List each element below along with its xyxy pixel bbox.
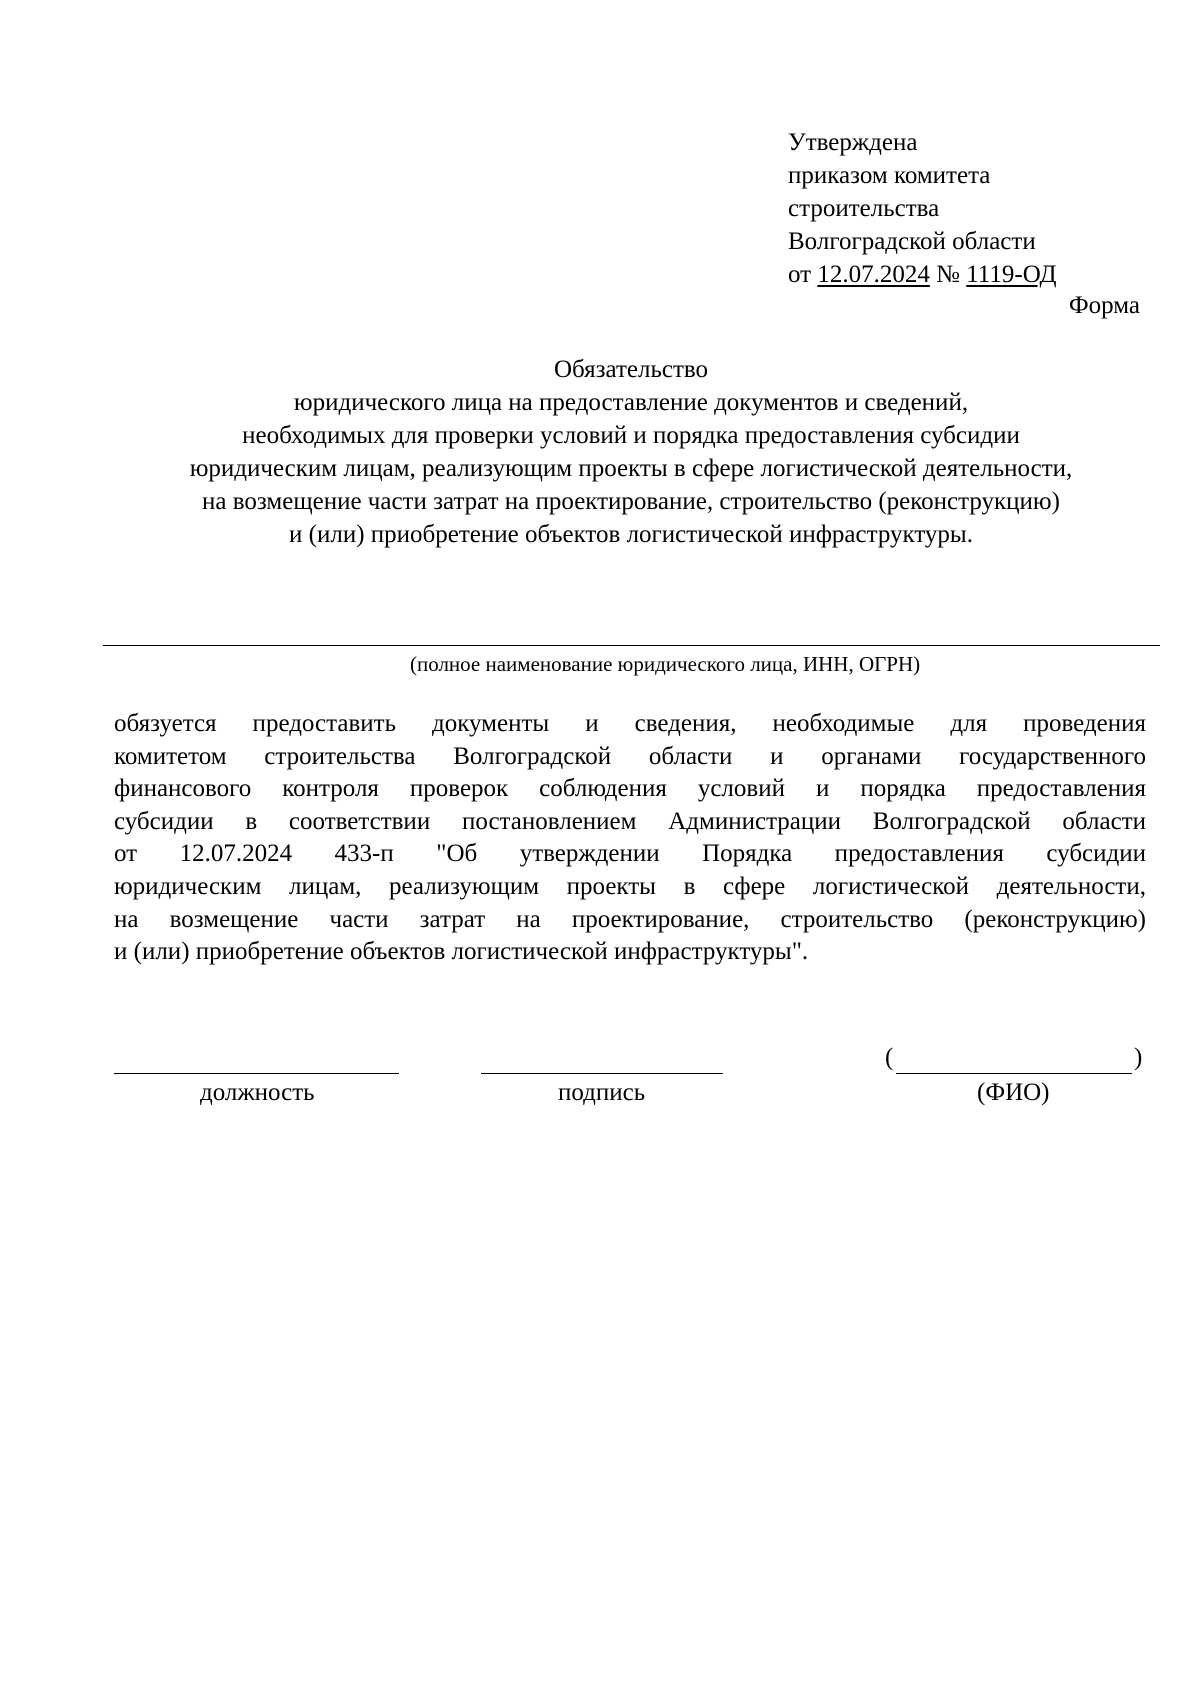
approval-line-order: приказом комитета bbox=[788, 162, 991, 189]
title-line: юридическим лицам, реализующим проекты в сфере логистической деятельности, bbox=[189, 455, 1073, 482]
body-line: юридическим лицам, реализующим проекты в сфере логистической деятельности, bbox=[114, 872, 1146, 900]
entity-name-field[interactable] bbox=[103, 645, 1160, 646]
body-line: от 12.07.2024 433-п "Об утверждении Порядка предоставления субсидии bbox=[114, 840, 1146, 868]
number-prefix: № bbox=[929, 261, 967, 288]
document-title bbox=[0, 353, 1200, 551]
approval-line-construction: строительства bbox=[788, 195, 940, 222]
title-line: Обязательство bbox=[553, 356, 709, 383]
approval-date: 12.07.2024 bbox=[817, 261, 930, 288]
fio-paren-close: ) bbox=[1134, 1044, 1143, 1071]
title-line: юридического лица на предоставление документов и сведений, bbox=[293, 389, 969, 416]
body-line: комитетом строительства Волгоградской области и органами государственного bbox=[114, 742, 1146, 770]
date-prefix: от bbox=[788, 261, 818, 288]
body-line: и (или) приобретение объектов логистической инфраструктуры". bbox=[114, 938, 809, 966]
position-field[interactable] bbox=[114, 1073, 399, 1074]
body-line: обязуется предоставить документы и сведения, необходимые для проведения bbox=[114, 710, 1146, 737]
fio-caption: (ФИО) bbox=[977, 1079, 1050, 1106]
entity-name-caption: (полное наименование юридического лица, ИНН, ОГРН) bbox=[410, 652, 921, 676]
signature-field[interactable] bbox=[481, 1073, 723, 1074]
approval-line-date-number bbox=[788, 258, 1057, 291]
title-line: необходимых для проверки условий и порядка предоставления субсидии bbox=[242, 422, 1020, 449]
body-line: финансового контроля проверок соблюдения условий и порядка предоставления bbox=[114, 775, 1146, 803]
approval-block bbox=[788, 126, 1057, 291]
title-line: и (или) приобретение объектов логистической инфраструктуры. bbox=[289, 521, 973, 548]
approval-line-region: Волгоградской области bbox=[788, 228, 1036, 255]
body-line: на возмещение части затрат на проектирование, строительство (реконструкцию) bbox=[114, 905, 1146, 933]
approval-line-approved: Утверждена bbox=[788, 129, 918, 156]
fio-paren-open: ( bbox=[885, 1044, 894, 1071]
approval-number: 1119-ОД bbox=[966, 261, 1057, 288]
position-caption: должность bbox=[200, 1079, 315, 1106]
fio-field[interactable] bbox=[896, 1073, 1132, 1074]
signature-caption: подпись bbox=[558, 1079, 646, 1106]
body-line: субсидии в соответствии постановлением Администрации Волгоградской области bbox=[114, 807, 1146, 835]
title-line: на возмещение части затрат на проектирование, строительство (реконструкцию) bbox=[202, 488, 1060, 515]
form-label: Форма bbox=[1068, 292, 1140, 319]
obligation-text bbox=[114, 708, 1146, 969]
